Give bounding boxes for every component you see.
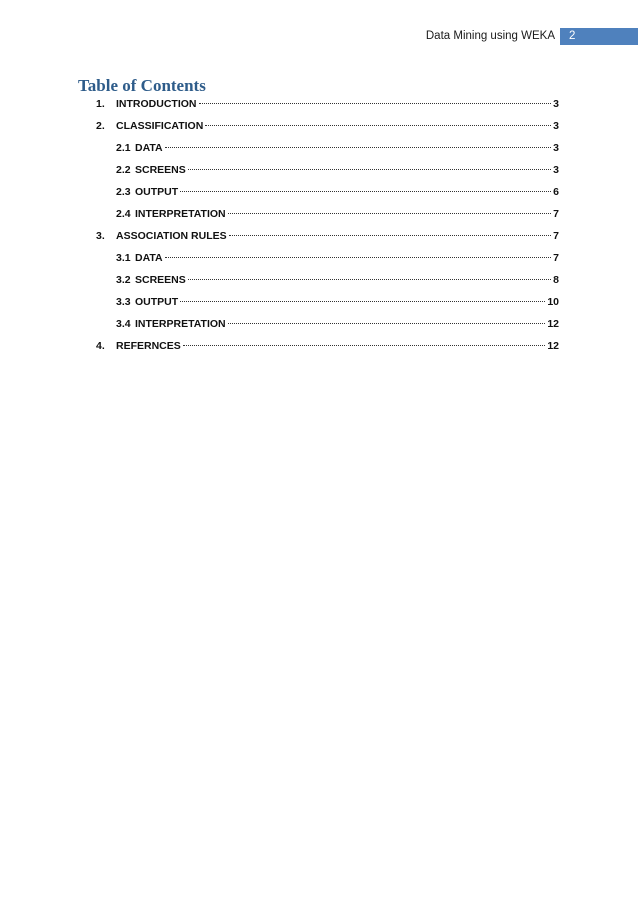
toc-dot-leader xyxy=(180,301,545,302)
toc-entry-association-screens[interactable] xyxy=(116,274,559,290)
toc-dot-leader xyxy=(183,345,546,346)
toc-entry-number: 3.4 xyxy=(116,318,131,330)
toc-entry-classification-interpretation[interactable] xyxy=(116,208,559,224)
toc-entry-label: INTERPRETATION xyxy=(135,318,226,330)
toc-entry-classification-data[interactable] xyxy=(116,142,559,158)
toc-entry-label: SCREENS xyxy=(135,274,186,286)
toc-entry-page: 3 xyxy=(553,98,559,110)
toc-entry-association-interpretation[interactable] xyxy=(116,318,559,334)
toc-entry-page: 3 xyxy=(553,120,559,132)
toc-dot-leader xyxy=(228,323,546,324)
toc-entry-number: 3.3 xyxy=(116,296,131,308)
toc-dot-leader xyxy=(199,103,552,104)
header-page-number: 2 xyxy=(560,28,638,45)
toc-entry-number: 4. xyxy=(96,340,105,352)
toc-entry-classification[interactable] xyxy=(96,120,559,136)
toc-entry-page: 7 xyxy=(553,252,559,264)
toc-entry-page: 6 xyxy=(553,186,559,198)
toc-entry-classification-output[interactable] xyxy=(116,186,559,202)
toc-dot-leader xyxy=(205,125,551,126)
toc-dot-leader xyxy=(165,147,552,148)
toc-entry-label: SCREENS xyxy=(135,164,186,176)
toc-dot-leader xyxy=(188,279,551,280)
toc-entry-label: CLASSIFICATION xyxy=(116,120,204,132)
toc-entry-label: DATA xyxy=(135,252,163,264)
toc-title: Table of Contents xyxy=(78,76,206,95)
toc-entry-page: 3 xyxy=(553,164,559,176)
toc-entry-page: 3 xyxy=(553,142,559,154)
toc-entry-label: OUTPUT xyxy=(135,296,179,308)
toc-entry-page: 12 xyxy=(547,318,559,330)
toc-entry-number: 1. xyxy=(96,98,105,110)
toc-entry-classification-screens[interactable] xyxy=(116,164,559,180)
toc-entry-page: 7 xyxy=(553,208,559,220)
toc-entry-number: 2.3 xyxy=(116,186,131,198)
header-title: Data Mining using WEKA xyxy=(425,30,555,42)
toc-dot-leader xyxy=(165,257,552,258)
page-header xyxy=(0,28,638,48)
toc-entry-introduction[interactable] xyxy=(96,98,559,114)
toc-dot-leader xyxy=(228,213,552,214)
toc-entry-number: 2. xyxy=(96,120,105,132)
toc-entry-association-output[interactable] xyxy=(116,296,559,312)
toc-entry-number: 2.4 xyxy=(116,208,131,220)
toc-entry-label: INTRODUCTION xyxy=(116,98,197,110)
toc-entry-page: 8 xyxy=(553,274,559,286)
toc-entry-label: DATA xyxy=(135,142,163,154)
toc-entry-label: ASSOCIATION RULES xyxy=(116,230,227,242)
toc-entry-number: 2.1 xyxy=(116,142,131,154)
toc-entry-label: REFERNCES xyxy=(116,340,181,352)
toc-entry-references[interactable] xyxy=(96,340,559,356)
toc-dot-leader xyxy=(229,235,552,236)
toc-entry-number: 3.1 xyxy=(116,252,131,264)
toc-entry-number: 2.2 xyxy=(116,164,131,176)
toc-entry-number: 3. xyxy=(96,230,105,242)
toc-entry-number: 3.2 xyxy=(116,274,131,286)
toc-entry-label: INTERPRETATION xyxy=(135,208,226,220)
toc-entry-association-rules[interactable] xyxy=(96,230,559,246)
toc-entry-label: OUTPUT xyxy=(135,186,179,198)
toc-dot-leader xyxy=(188,169,551,170)
toc-entry-association-data[interactable] xyxy=(116,252,559,268)
toc-dot-leader xyxy=(180,191,551,192)
toc-entry-page: 12 xyxy=(547,340,559,352)
toc-entry-page: 10 xyxy=(547,296,559,308)
toc-entry-page: 7 xyxy=(553,230,559,242)
